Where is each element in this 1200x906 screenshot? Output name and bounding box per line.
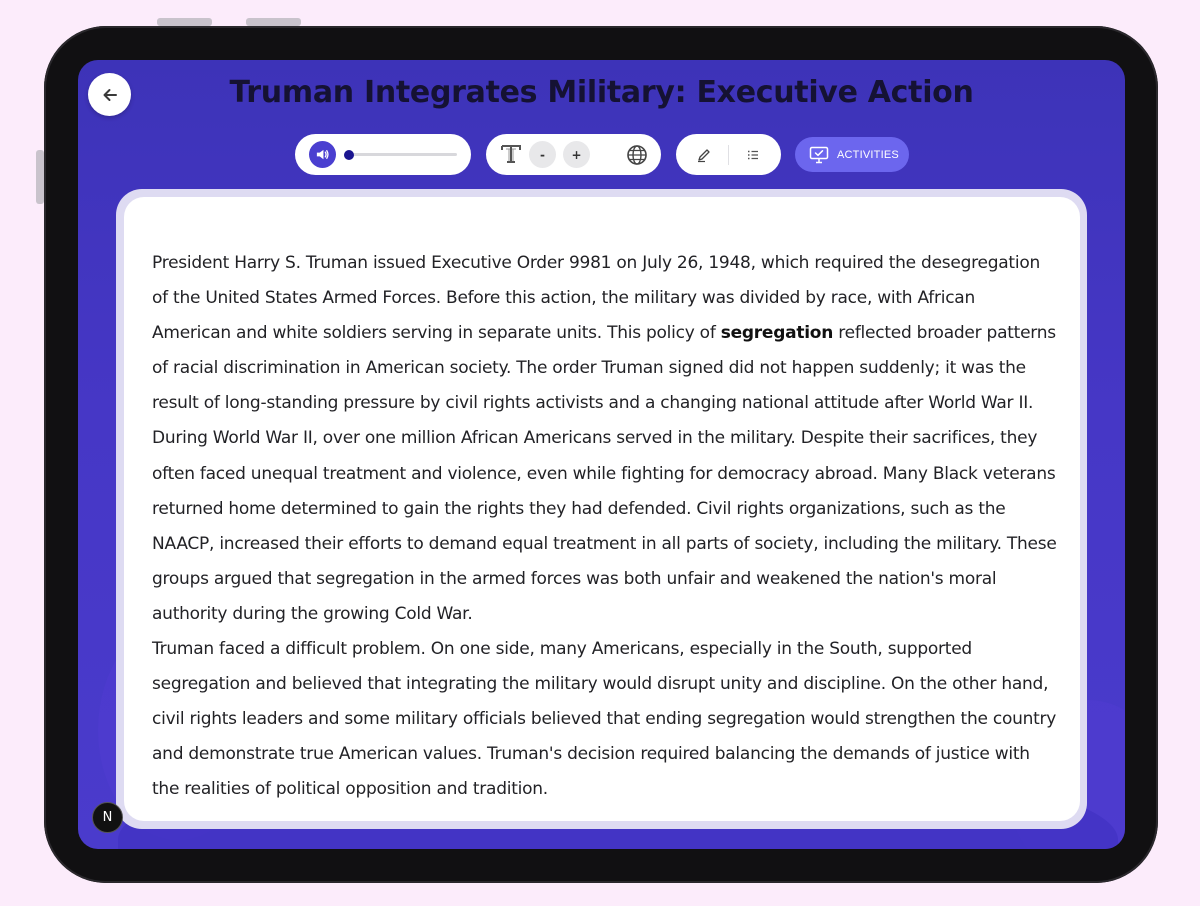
article-paragraph [152,246,1057,421]
audio-progress-handle[interactable] [344,150,354,160]
list-icon [745,147,761,163]
speaker-icon [315,147,330,162]
tablet-power-button [246,18,301,26]
paragraph-text: reflected broader patterns of racial discrimination in American society. The order Truman signed did not happen suddenly; it was the result of long-standing pressure by civil rights activists and a changing national attitude after World War II. [152,323,1056,414]
globe-icon [626,144,648,166]
article-text [152,246,1057,808]
app-badge[interactable]: N [92,802,123,833]
text-font-icon [500,143,522,165]
tablet-side-button [36,150,44,204]
vocabulary-term[interactable]: segregation [720,323,834,344]
font-style-button[interactable] [499,142,523,166]
reading-panel [116,189,1087,829]
text-controls [486,134,661,175]
toolbar-divider [728,145,729,165]
language-button[interactable] [624,142,650,168]
reading-card[interactable] [124,197,1080,821]
increase-font-button[interactable]: + [563,141,590,168]
audio-progress-slider[interactable] [344,153,457,156]
app-screen [78,60,1125,849]
tablet-volume-button [157,18,212,26]
highlight-button[interactable] [693,144,715,166]
page-title: Truman Integrates Military: Executive Action [229,75,974,110]
paragraph-text: President Harry S. Truman issued Executive Order 9981 on July 26, 1948, which required the desegregation of the United States Armed Forces. Before this action, the military was divided by race, with African American and white soldiers serving in separate units. This policy of [152,253,1040,344]
article-paragraph: During World War II, over one million African Americans served in the military. Despite their sacrifices, they often faced unequal treatment and violence, even while fighting for democracy abroad. Many Black veterans returned home determined to gain the rights they had defended. Civil rights organizations, such as the NAACP, increased their efforts to demand equal treatment in all parts of society, including the military. These groups argued that segregation in the armed forces was both unfair and weakened the nation's moral authority during the growing Cold War. [152,428,1057,624]
outline-button[interactable] [742,144,764,166]
activities-label: ACTIVITIES [837,148,899,161]
monitor-check-icon [809,146,829,164]
article-paragraph: Truman faced a difficult problem. On one side, many Americans, especially in the South, supported segregation and believed that integrating the military would disrupt unity and discipline. On the other hand, civil rights leaders and some military officials believed that ending segregation would strengthen the country and demonstrate true American values. Truman's decision required balancing the demands of justice with the realities of political opposition and tradition. [152,639,1057,800]
pencil-icon [696,147,712,163]
audio-player [295,134,471,175]
activities-button[interactable] [795,137,909,172]
annotation-tools [676,134,781,175]
audio-play-button[interactable] [309,141,336,168]
decrease-font-button[interactable]: - [529,141,556,168]
